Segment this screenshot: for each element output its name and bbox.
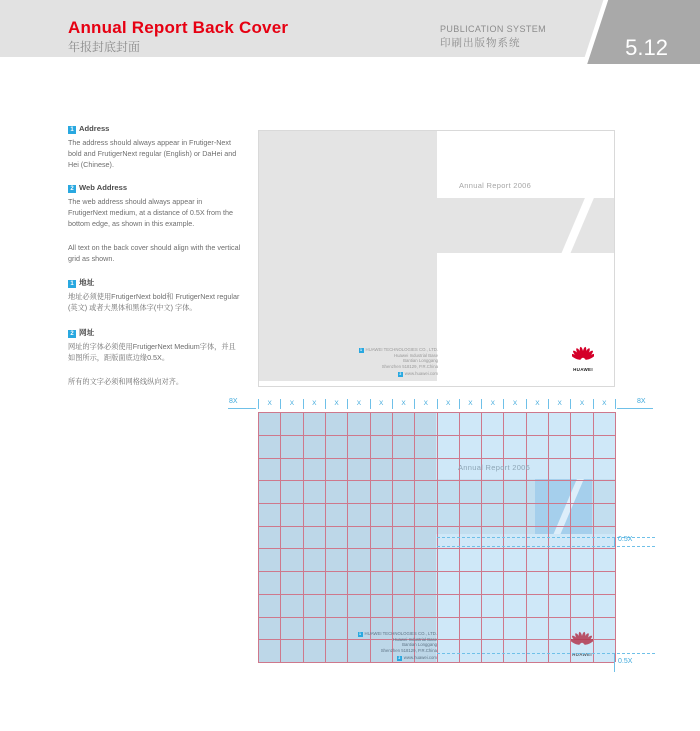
address-line: Huawei Industrial Base bbox=[394, 352, 438, 358]
address-block bbox=[337, 631, 437, 661]
note-heading bbox=[68, 277, 242, 288]
web-address-line: 2 www.huawei.com bbox=[398, 655, 437, 661]
spacing-label-bottom: 0.5X bbox=[618, 658, 633, 665]
cover-spread-mockup bbox=[258, 130, 615, 387]
note-heading-text: Address bbox=[79, 124, 110, 133]
address-line: Huawei Industrial Base bbox=[393, 636, 437, 642]
gridline-horizontal bbox=[258, 503, 615, 504]
grid-unit-label: X bbox=[414, 399, 436, 409]
callout-badge-2: 2 bbox=[399, 371, 402, 376]
address-line: Bantian Longgang bbox=[402, 642, 437, 648]
note-section-web-address-zh bbox=[68, 327, 242, 364]
gridline-horizontal bbox=[258, 480, 615, 481]
grid-unit-label: X bbox=[526, 399, 548, 409]
grid-spread-mockup bbox=[258, 412, 633, 665]
gridline-horizontal bbox=[258, 526, 615, 527]
back-cover-panel bbox=[259, 131, 437, 381]
huawei-flower-icon bbox=[572, 345, 594, 361]
gridline-vertical bbox=[347, 412, 348, 662]
address-line: Shenzhen 518129, P.R.China bbox=[380, 647, 437, 653]
gridline-horizontal bbox=[258, 458, 615, 459]
band-slash-shape bbox=[559, 198, 595, 253]
note-heading bbox=[68, 327, 242, 338]
callout-badge-2: 2 bbox=[398, 655, 401, 660]
note-body: 地址必须使用FrutigerNext bold和 FrutigerNext regular (英文) 或者大黑体和黑体字(中文) 字体。 bbox=[68, 292, 240, 313]
address-line: 1 HUAWEI TECHNOLOGIES CO., LTD. bbox=[360, 347, 438, 352]
huawei-wordmark: HUAWEI bbox=[573, 367, 593, 372]
note-section-address bbox=[68, 124, 242, 170]
note-section-web-address bbox=[68, 183, 242, 229]
note-heading bbox=[68, 183, 242, 193]
note-heading bbox=[68, 124, 242, 134]
callout-badge-1: 1 bbox=[360, 347, 362, 352]
grid-unit-label: X bbox=[548, 399, 570, 409]
gridline-vertical bbox=[370, 412, 371, 662]
gridline-vertical bbox=[258, 412, 259, 662]
gridline-vertical bbox=[414, 412, 415, 662]
note-heading-text: 地址 bbox=[79, 278, 95, 288]
page-title-zh: 年报封底封面 bbox=[68, 40, 141, 54]
notes-column bbox=[68, 124, 242, 400]
address-block bbox=[338, 347, 438, 377]
page-number: 5.12 bbox=[625, 35, 668, 60]
grid-unit-label: X bbox=[370, 399, 392, 409]
grid-unit-labels bbox=[258, 399, 616, 409]
step-badge-1: 1 bbox=[68, 126, 76, 134]
dimension-tick bbox=[614, 653, 615, 672]
gridline-vertical bbox=[303, 412, 304, 662]
step-badge-1-zh: 1 bbox=[68, 280, 76, 288]
note-heading-text: 网址 bbox=[79, 327, 95, 337]
gridline-vertical bbox=[325, 412, 326, 662]
gridline-vertical bbox=[280, 412, 281, 662]
grid-unit-label: X bbox=[347, 399, 369, 409]
grid-unit-label: X bbox=[459, 399, 481, 409]
report-title: Annual Report 2006 bbox=[458, 463, 531, 472]
gridline-horizontal bbox=[258, 594, 615, 595]
note-body: All text on the back cover should align with the vertical grid as shown. bbox=[68, 242, 241, 263]
callout-badge-1: 1 bbox=[359, 631, 361, 636]
page-width-label-left: 8X bbox=[229, 398, 238, 405]
system-label-zh: 印刷出版物系统 bbox=[440, 37, 521, 49]
grid-unit-label: X bbox=[570, 399, 592, 409]
grid-unit-label: X bbox=[481, 399, 503, 409]
grid-unit-label: X bbox=[303, 399, 325, 409]
grid-unit-label: X bbox=[258, 399, 280, 409]
step-badge-2-zh: 2 bbox=[68, 330, 76, 338]
cover-image-band bbox=[437, 198, 614, 253]
dimension-line bbox=[617, 408, 653, 409]
address-line: Shenzhen 518129, P.R.China bbox=[381, 363, 438, 369]
report-title: Annual Report 2006 bbox=[459, 181, 532, 190]
step-badge-2: 2 bbox=[68, 185, 76, 193]
gridline-horizontal bbox=[258, 412, 615, 413]
note-section-alignment-zh bbox=[68, 377, 242, 388]
gridline-vertical bbox=[392, 412, 393, 662]
baseline-dashed-line bbox=[437, 653, 655, 654]
huawei-flower-icon bbox=[571, 630, 593, 646]
note-section-alignment bbox=[68, 243, 242, 265]
address-line: Bantian Longgang bbox=[403, 358, 438, 364]
spacing-dashed-line bbox=[437, 546, 655, 547]
gridline-horizontal bbox=[258, 435, 615, 436]
grid-unit-label: X bbox=[437, 399, 459, 409]
web-address-line: 2 www.huawei.com bbox=[399, 371, 438, 377]
grid-unit-label: X bbox=[503, 399, 525, 409]
note-body: 所有的文字必须和网格线纵向对齐。 bbox=[68, 376, 184, 386]
dimension-line bbox=[228, 408, 256, 409]
gridline-horizontal bbox=[258, 548, 615, 549]
grid-unit-label: X bbox=[325, 399, 347, 409]
note-section-address-zh bbox=[68, 277, 242, 314]
dimension-tick bbox=[614, 537, 615, 547]
system-label-en: PUBLICATION SYSTEM bbox=[440, 24, 547, 34]
gridline-horizontal bbox=[258, 571, 615, 572]
grid-unit-label: X bbox=[593, 399, 615, 409]
huawei-wordmark: HUAWEI bbox=[572, 652, 592, 657]
note-body: 网址的字体必须使用FrutigerNext Medium字体，并且如图所示，距版面底边缘0.5X。 bbox=[68, 341, 236, 362]
spacing-label-mid: 0.5X bbox=[618, 536, 633, 543]
page-width-label-right: 8X bbox=[637, 398, 646, 405]
huawei-logo bbox=[570, 345, 596, 372]
page-title: Annual Report Back Cover bbox=[68, 18, 289, 37]
gridline-horizontal bbox=[258, 617, 615, 618]
note-heading-text: Web Address bbox=[79, 183, 128, 193]
grid-unit-label: X bbox=[392, 399, 414, 409]
address-line: 1 HUAWEI TECHNOLOGIES CO., LTD. bbox=[359, 631, 437, 636]
note-body: The web address should always appear in FrutigerNext medium, at a distance of 0.5X from the bottom edge, as shown in this example. bbox=[68, 197, 233, 228]
note-body: The address should always appear in Frutiger-Next bold and FrutigerNext regular (English) or DaHei and Hei (Chinese). bbox=[68, 138, 237, 169]
gridline-horizontal bbox=[258, 662, 615, 663]
grid-unit-label: X bbox=[280, 399, 302, 409]
